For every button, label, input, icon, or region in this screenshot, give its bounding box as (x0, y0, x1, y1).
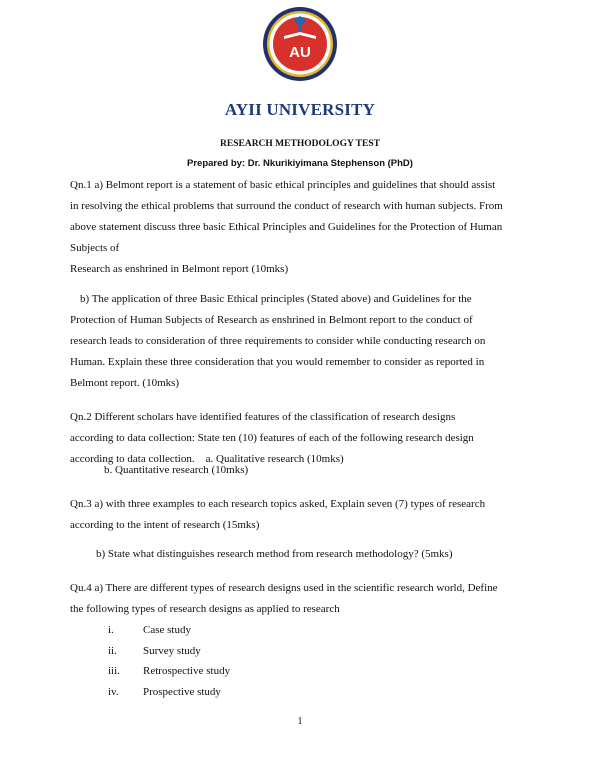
question-line: above statement discuss three basic Ethical Principles and Guidelines for the Protection of Human (70, 221, 503, 233)
question-line: the following types of research designs as applied to research (70, 603, 340, 615)
university-logo (262, 6, 338, 82)
question-line: research leads to consideration of three requirements to consider while conducting research on (70, 335, 486, 347)
list-item (108, 620, 230, 641)
question-line: according to data collection. a. Qualitative research (10mks) (70, 453, 344, 465)
question-line: Subjects of (70, 242, 120, 254)
question-line: Protection of Human Subjects of Research as enshrined in Belmont report to the conduct of (70, 314, 473, 326)
research-design-list (108, 620, 230, 702)
list-item-number: ii. (108, 644, 117, 657)
question-1b (70, 289, 532, 394)
question-line: according to the intent of research (15mks) (70, 519, 260, 531)
prepared-by: Prepared by: Dr. Nkurikiyimana Stephenson (PhD) (187, 158, 413, 169)
list-item-text: Survey study (143, 644, 201, 657)
question-line: Qn.2 Different scholars have identified features of the classification of research designs (70, 411, 456, 423)
question-1a (70, 175, 532, 280)
logo-text: AU (289, 44, 311, 61)
question-3a (70, 494, 532, 536)
list-item-text: Case study (143, 624, 191, 636)
question-line: Qn.1 a) Belmont report is a statement of basic ethical principles and guidelines that should assist (70, 179, 496, 191)
question-2b: b. Quantitative research (10mks) (104, 464, 249, 476)
question-4 (70, 578, 540, 620)
question-line: according to data collection: State ten (10) features of each of the following research design (70, 432, 474, 444)
question-line: Belmont report. (10mks) (70, 377, 180, 389)
question-line: in resolving the ethical problems that surround the conduct of research with human subjects. From (70, 200, 503, 212)
list-item-number: iii. (108, 665, 120, 677)
question-line: Human. Explain these three consideration that you would remember to consider as reported in (70, 356, 485, 368)
list-item-text: Retrospective study (143, 665, 231, 677)
test-title: RESEARCH METHODOLOGY TEST (220, 139, 380, 149)
list-item (108, 682, 230, 703)
question-line: Research as enshrined in Belmont report (10mks) (70, 263, 289, 275)
page-number: 1 (297, 716, 303, 727)
list-item (108, 661, 230, 682)
list-item (108, 641, 230, 662)
question-line: Qu.4 a) There are different types of research designs used in the scientific research world, Define (70, 582, 498, 594)
question-line: Qn.3 a) with three examples to each research topics asked, Explain seven (7) types of research (70, 498, 486, 510)
list-item-number: i. (108, 624, 114, 636)
list-item-text: Prospective study (143, 685, 221, 698)
question-3b: b) State what distinguishes research method from research methodology? (5mks) (96, 548, 453, 560)
list-item-number: iv. (108, 685, 119, 698)
university-name: AYII UNIVERSITY (224, 100, 376, 119)
question-line: b) The application of three Basic Ethical principles (Stated above) and Guidelines for the (80, 293, 472, 305)
